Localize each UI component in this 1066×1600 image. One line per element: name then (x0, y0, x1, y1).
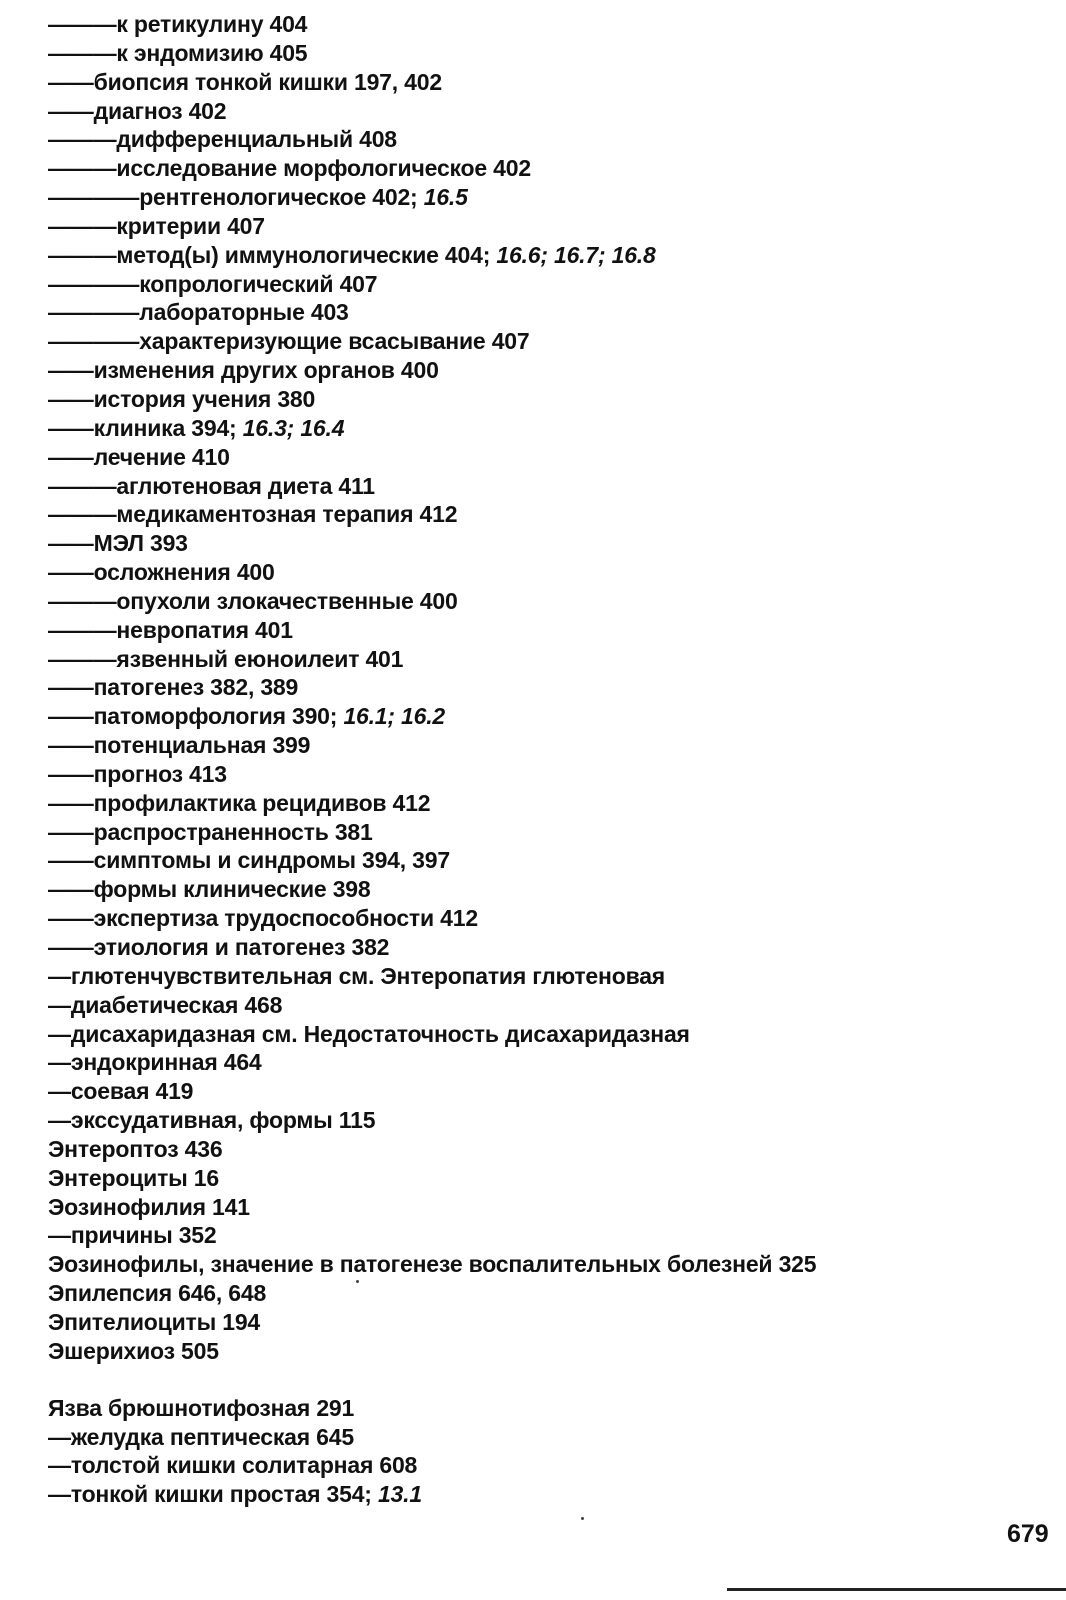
entry-text: исследование морфологическое 402 (116, 155, 531, 182)
index-entry (48, 1250, 1048, 1279)
entry-text: лечение 410 (93, 443, 230, 470)
entry-text: распространенность 381 (93, 818, 373, 845)
index-entry (48, 1337, 1048, 1366)
entry-text: Энтероциты 16 (48, 1164, 219, 1191)
entry-dash: ——— (48, 472, 117, 499)
index-entry (48, 356, 1048, 385)
index-entry (48, 558, 1048, 587)
index-entry (48, 933, 1048, 962)
index-entry (48, 673, 1048, 702)
index-entry (48, 212, 1048, 241)
entry-text: дифференциальный 408 (116, 126, 397, 153)
index-entry (48, 587, 1048, 616)
entry-text: к эндомизию 405 (116, 39, 308, 66)
entry-text: эндокринная 464 (70, 1049, 262, 1076)
entry-dash: — (48, 991, 71, 1018)
index-entry (48, 1164, 1048, 1193)
entry-dash: —— (48, 414, 94, 441)
entry-dash: —— (48, 934, 94, 960)
entry-dash: —— (48, 385, 94, 412)
index-column (48, 10, 1048, 1509)
entry-text: патоморфология 390; (93, 703, 338, 730)
entry-text: Эозинофилы, значение в патогенезе воспалительных болезней 325 (48, 1251, 817, 1278)
index-entry (48, 1451, 1048, 1480)
index-entry (48, 241, 1048, 270)
bottom-rule (727, 1588, 1066, 1591)
print-speck (356, 1280, 359, 1283)
entry-dash: —— (48, 68, 94, 95)
entry-text: Эпителиоциты 194 (48, 1308, 260, 1335)
entry-dash: — (48, 1020, 71, 1047)
entry-dash: —— (48, 818, 94, 845)
entry-dash: ———— (48, 299, 140, 326)
entry-text: причины 352 (70, 1222, 217, 1249)
index-entry (48, 1480, 1048, 1509)
index-entry (48, 443, 1048, 472)
entry-dash: — (48, 1107, 71, 1134)
entry-dash: —— (48, 357, 94, 384)
entry-text: метод(ы) иммунологические 404; (116, 241, 491, 268)
index-entry (48, 183, 1048, 212)
entry-text: копрологический 407 (139, 270, 378, 297)
entry-dash: ——— (48, 126, 117, 153)
page-number: 679 (1007, 1520, 1049, 1548)
entry-dash: ——— (48, 11, 117, 37)
index-entry (48, 991, 1048, 1020)
entry-dash: —— (48, 732, 94, 759)
entry-dash: ——— (48, 241, 117, 268)
index-entry (48, 1279, 1048, 1308)
index-group-e (48, 10, 1048, 1366)
entry-dash: — (48, 1452, 71, 1479)
index-entry (48, 645, 1048, 674)
entry-figure-ref: 16.6; 16.7; 16.8 (496, 241, 656, 268)
entry-text: тонкой кишки простая 354; (70, 1481, 372, 1508)
index-entry (48, 789, 1048, 818)
entry-text: биопсия тонкой кишки 197, 402 (93, 68, 442, 95)
entry-dash: —— (48, 703, 94, 730)
entry-text: глютенчувствительная см. Энтеропатия глютеновая (70, 962, 666, 989)
index-entry (48, 616, 1048, 645)
index-entry (48, 1423, 1048, 1452)
entry-dash: —— (48, 559, 94, 586)
index-entry (48, 68, 1048, 97)
index-entry (48, 154, 1048, 183)
entry-text: критерии 407 (116, 212, 265, 239)
letter-gap (48, 1366, 1048, 1394)
entry-text: Эшерихиоз 505 (48, 1337, 219, 1364)
index-entry (48, 1193, 1048, 1222)
entry-dash: —— (48, 876, 94, 903)
index-entry (48, 962, 1048, 991)
entry-dash: —— (48, 847, 94, 874)
entry-text: изменения других органов 400 (93, 357, 439, 384)
index-entry (48, 298, 1048, 327)
entry-text: Эозинофилия 141 (48, 1193, 250, 1220)
entry-dash: ——— (48, 501, 117, 528)
index-entry (48, 414, 1048, 443)
index-entry (48, 1077, 1048, 1106)
entry-dash: —— (48, 905, 94, 932)
entry-dash: —— (48, 530, 94, 557)
index-entry (48, 702, 1048, 731)
entry-text: Энтероптоз 436 (48, 1135, 223, 1162)
entry-text: аглютеновая диета 411 (116, 472, 375, 499)
index-entry (48, 327, 1048, 356)
entry-text: экспертиза трудоспособности 412 (93, 905, 478, 932)
index-entry (48, 1048, 1048, 1077)
index-entry (48, 1106, 1048, 1135)
entry-figure-ref: 16.1; 16.2 (343, 703, 446, 730)
entry-dash: ———— (48, 184, 140, 211)
entry-text: история учения 380 (93, 385, 316, 412)
index-entry (48, 500, 1048, 529)
index-group-ya (48, 1394, 1048, 1509)
index-entry (48, 1135, 1048, 1164)
entry-dash: — (48, 1481, 71, 1508)
entry-text: лабораторные 403 (139, 299, 349, 326)
print-speck (581, 1517, 584, 1520)
entry-dash: — (48, 1049, 71, 1076)
entry-text: желудка пептическая 645 (70, 1423, 354, 1450)
index-entry (48, 1020, 1048, 1049)
entry-text: диабетическая 468 (70, 991, 283, 1018)
entry-text: рентгенологическое 402; (139, 184, 418, 211)
entry-text: клиника 394; (93, 414, 237, 441)
entry-dash: ——— (48, 212, 117, 239)
index-entry (48, 39, 1048, 68)
entry-text: медикаментозная терапия 412 (116, 501, 458, 528)
entry-dash: —— (48, 674, 94, 701)
entry-text: осложнения 400 (93, 559, 275, 586)
entry-text: соевая 419 (70, 1078, 194, 1105)
index-entry (48, 760, 1048, 789)
entry-text: дисахаридазная см. Недостаточность дисахаридазная (70, 1020, 690, 1047)
entry-dash: —— (48, 97, 94, 124)
index-entry (48, 1221, 1048, 1250)
entry-text: патогенез 382, 389 (93, 674, 299, 701)
entry-text: потенциальная 399 (93, 732, 311, 759)
entry-dash: — (48, 1423, 71, 1450)
index-entry (48, 529, 1048, 558)
index-entry (48, 904, 1048, 933)
index-entry (48, 472, 1048, 501)
entry-text: симптомы и синдромы 394, 397 (93, 847, 450, 874)
entry-text: Эпилепсия 646, 648 (48, 1280, 267, 1307)
entry-text: экссудативная, формы 115 (70, 1107, 376, 1134)
index-entry (48, 1308, 1048, 1337)
entry-dash: — (48, 1078, 71, 1105)
index-entry (48, 875, 1048, 904)
entry-dash: — (48, 1222, 71, 1249)
entry-text: язвенный еюноилеит 401 (116, 645, 404, 672)
entry-figure-ref: 13.1 (377, 1481, 422, 1508)
entry-dash: ——— (48, 587, 117, 614)
entry-dash: ———— (48, 270, 140, 297)
entry-text: опухоли злокачественные 400 (116, 587, 458, 614)
index-entry (48, 10, 1048, 39)
entry-text: Язва брюшнотифозная 291 (48, 1394, 355, 1421)
entry-figure-ref: 16.5 (423, 184, 468, 211)
entry-figure-ref: 16.3; 16.4 (242, 414, 345, 441)
entry-dash: —— (48, 789, 94, 816)
entry-text: прогноз 413 (93, 760, 227, 787)
index-entry (48, 97, 1048, 126)
index-entry (48, 818, 1048, 847)
entry-text: МЭЛ 393 (93, 530, 188, 557)
entry-dash: — (48, 962, 71, 989)
entry-dash: ——— (48, 645, 117, 672)
entry-text: невропатия 401 (116, 616, 293, 643)
index-entry (48, 385, 1048, 414)
index-entry (48, 270, 1048, 299)
entry-dash: —— (48, 760, 94, 787)
entry-text: к ретикулину 404 (116, 11, 308, 37)
entry-text: этиология и патогенез 382 (93, 934, 390, 960)
entry-text: профилактика рецидивов 412 (93, 789, 431, 816)
entry-dash: ——— (48, 616, 117, 643)
entry-dash: ——— (48, 39, 117, 66)
entry-text: толстой кишки солитарная 608 (70, 1452, 418, 1479)
entry-dash: —— (48, 443, 94, 470)
entry-dash: ——— (48, 155, 117, 182)
index-entry (48, 846, 1048, 875)
entry-text: формы клинические 398 (93, 876, 371, 903)
entry-dash: ———— (48, 328, 140, 355)
index-entry (48, 125, 1048, 154)
index-entry (48, 731, 1048, 760)
entry-text: диагноз 402 (93, 97, 227, 124)
index-entry (48, 1394, 1048, 1423)
entry-text: характеризующие всасывание 407 (139, 328, 530, 355)
